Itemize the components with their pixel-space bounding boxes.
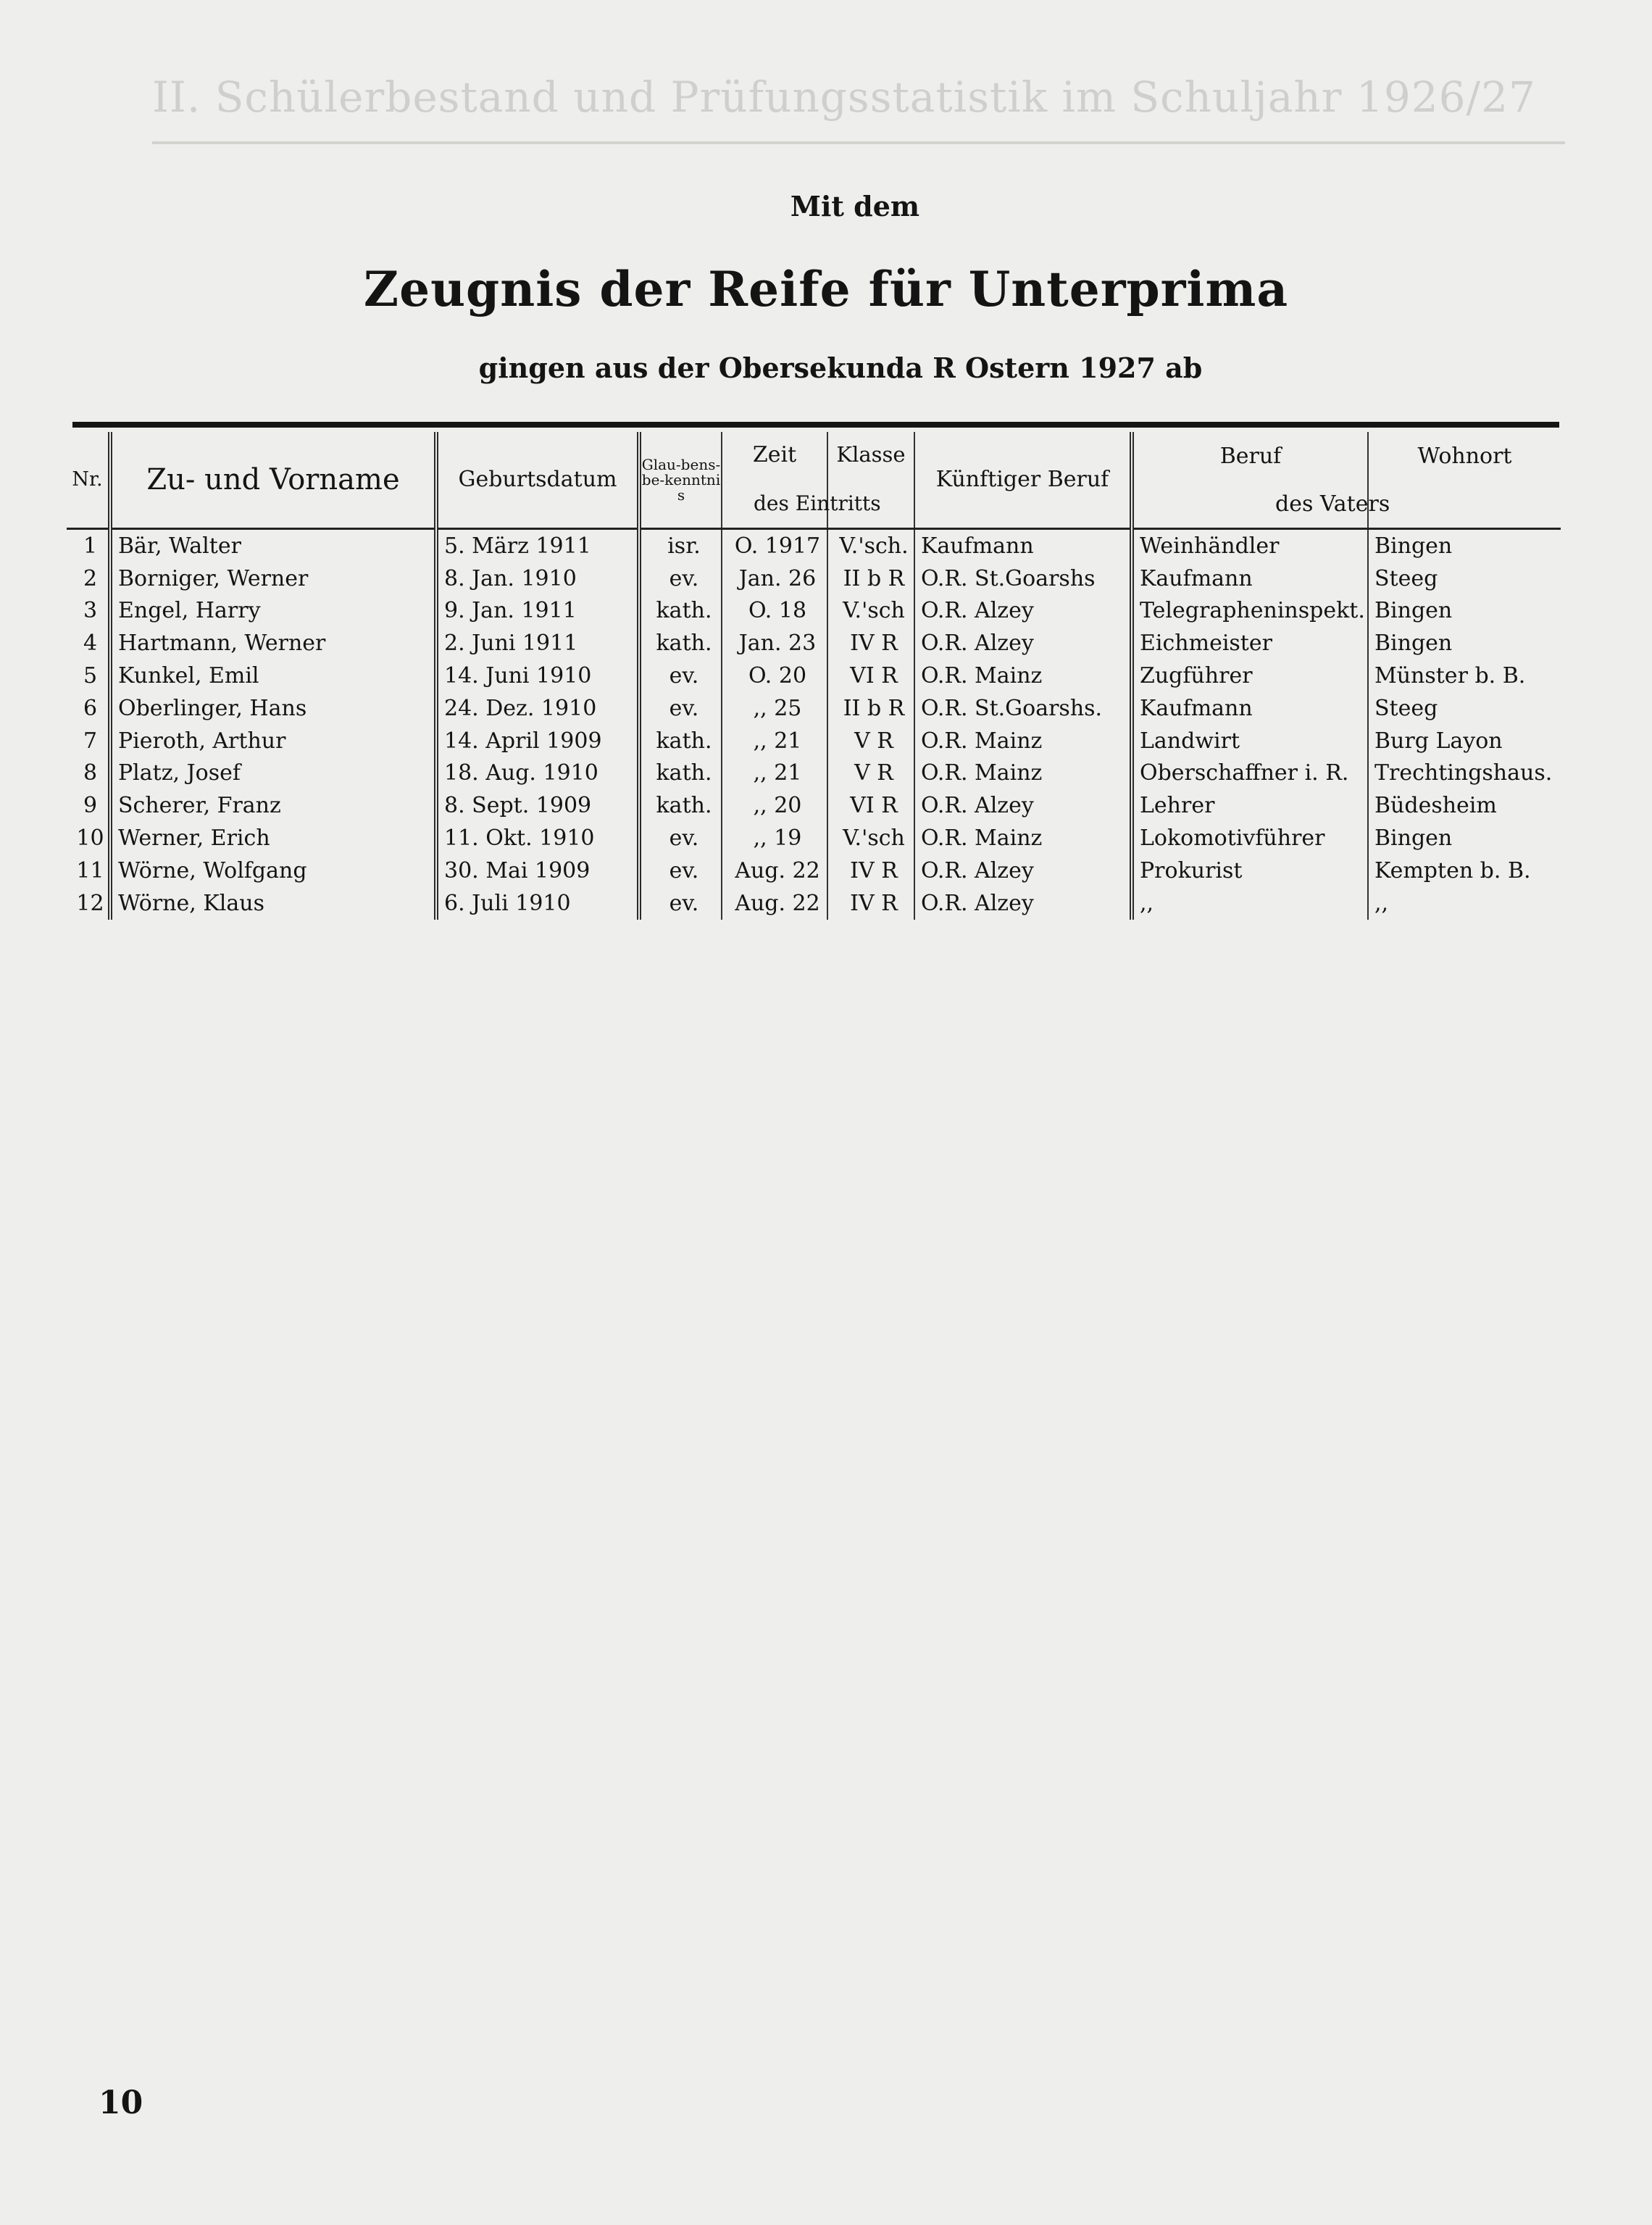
row-birth: 14. April 1909 [436, 725, 639, 757]
row-father-job: Lokomotivführer [1132, 822, 1368, 854]
row-confession: kath. [639, 627, 722, 660]
header-klasse: Klasse [827, 432, 914, 529]
row-zeit: Jan. 23 [722, 627, 827, 660]
header-residence: Wohnort [1368, 432, 1561, 529]
header-father-job: Beruf [1132, 432, 1368, 529]
header-career: Künftiger Beruf [914, 432, 1132, 529]
row-residence: ,, [1374, 890, 1389, 916]
row-confession: kath. [639, 725, 722, 757]
row-residence: Trechtingshaus. [1374, 760, 1553, 786]
row-father-job: Eichmeister [1132, 627, 1368, 660]
header-nr: Nr. [67, 432, 110, 529]
table-row [67, 887, 1561, 920]
row-career: O.R. Mainz [914, 822, 1132, 854]
header-name: Zu- und Vorname [110, 432, 436, 529]
row-nr: 12 [67, 887, 110, 920]
row-confession: kath. [639, 789, 722, 822]
row-residence: Steeg [1374, 695, 1438, 721]
header-zeit: Zeit [722, 432, 827, 529]
row-father-job: Zugführer [1132, 660, 1368, 692]
table-row [67, 529, 1561, 562]
row-career: O.R. Alzey [914, 854, 1132, 887]
row-birth: 11. Okt. 1910 [436, 822, 639, 854]
row-career: Kaufmann [914, 529, 1132, 562]
row-zeit: O. 18 [722, 595, 827, 628]
row-father-job: Lehrer [1132, 789, 1368, 822]
page-subtitle: gingen aus der Obersekunda R Ostern 1927 ab [478, 352, 1203, 384]
row-father-job: Weinhändler [1132, 529, 1368, 562]
row-father-job: Oberschaffner i. R. [1132, 757, 1368, 790]
row-nr: 2 [67, 562, 110, 595]
row-name: Scherer, Franz [110, 789, 436, 822]
header-des-eintritts: des Eintritts [754, 491, 881, 515]
row-zeit: ,, 20 [722, 789, 827, 822]
row-klasse: V.'sch. [827, 529, 914, 562]
row-klasse: II b R [827, 692, 914, 725]
row-father-job: Prokurist [1132, 854, 1368, 887]
row-name: Pieroth, Arthur [110, 725, 436, 757]
row-father-job: Landwirt [1132, 725, 1368, 757]
row-zeit: Aug. 22 [722, 854, 827, 887]
row-zeit: ,, 21 [722, 725, 827, 757]
table-row [67, 692, 1561, 725]
table-row [67, 757, 1561, 790]
row-nr: 8 [67, 757, 110, 790]
row-birth: 2. Juni 1911 [436, 627, 639, 660]
row-residence: Büdesheim [1374, 793, 1497, 819]
row-nr: 11 [67, 854, 110, 887]
row-birth: 5. März 1911 [436, 529, 639, 562]
row-nr: 10 [67, 822, 110, 854]
table-row [67, 854, 1561, 887]
row-residence: Bingen [1374, 533, 1453, 559]
table-row [67, 595, 1561, 628]
row-father-job: ,, [1132, 887, 1368, 920]
row-zeit: O. 20 [722, 660, 827, 692]
row-nr: 6 [67, 692, 110, 725]
row-name: Wörne, Wolfgang [110, 854, 436, 887]
row-career: O.R. St.Goarshs [914, 562, 1132, 595]
row-nr: 9 [67, 789, 110, 822]
row-career: O.R. Mainz [914, 660, 1132, 692]
row-zeit: ,, 19 [722, 822, 827, 854]
row-residence: Bingen [1374, 825, 1453, 852]
row-career: O.R. Alzey [914, 789, 1132, 822]
row-father-job: Kaufmann [1132, 562, 1368, 595]
row-nr: 1 [67, 529, 110, 562]
row-klasse: IV R [827, 887, 914, 920]
show-through-rule [152, 141, 1565, 144]
row-father-job: Kaufmann [1132, 692, 1368, 725]
row-klasse: IV R [827, 627, 914, 660]
row-confession: ev. [639, 887, 722, 920]
intro-text: Mit dem [790, 190, 920, 222]
row-klasse: IV R [827, 854, 914, 887]
top-rule [72, 422, 1559, 428]
row-zeit: Aug. 22 [722, 887, 827, 920]
row-klasse: V R [827, 757, 914, 790]
row-father-job: Telegrapheninspekt. [1132, 595, 1368, 628]
table-row [67, 822, 1561, 854]
row-birth: 8. Jan. 1910 [436, 562, 639, 595]
row-career: O.R. Alzey [914, 627, 1132, 660]
row-residence: Bingen [1374, 631, 1453, 657]
row-confession: ev. [639, 854, 722, 887]
row-klasse: II b R [827, 562, 914, 595]
row-klasse: VI R [827, 660, 914, 692]
row-career: O.R. Alzey [914, 595, 1132, 628]
row-residence: Kempten b. B. [1374, 857, 1531, 883]
row-birth: 24. Dez. 1910 [436, 692, 639, 725]
row-klasse: VI R [827, 789, 914, 822]
row-zeit: ,, 21 [722, 757, 827, 790]
row-nr: 4 [67, 627, 110, 660]
row-birth: 6. Juli 1910 [436, 887, 639, 920]
row-zeit: ,, 25 [722, 692, 827, 725]
table-row [67, 660, 1561, 692]
row-name: Bär, Walter [110, 529, 436, 562]
row-klasse: V.'sch [827, 595, 914, 628]
row-zeit: Jan. 26 [722, 562, 827, 595]
table-row [67, 789, 1561, 822]
row-confession: ev. [639, 660, 722, 692]
row-klasse: V.'sch [827, 822, 914, 854]
page-number: 10 [99, 2084, 143, 2121]
row-name: Borniger, Werner [110, 562, 436, 595]
row-name: Kunkel, Emil [110, 660, 436, 692]
row-career: O.R. Mainz [914, 725, 1132, 757]
page-title: Zeugnis der Reife für Unterprima [363, 261, 1289, 317]
header-confession: Glau-bens-be-kenntnis [639, 432, 722, 529]
row-name: Hartmann, Werner [110, 627, 436, 660]
row-birth: 18. Aug. 1910 [436, 757, 639, 790]
row-career: O.R. Mainz [914, 757, 1132, 790]
row-confession: isr. [639, 529, 722, 562]
row-confession: kath. [639, 595, 722, 628]
row-confession: kath. [639, 757, 722, 790]
row-residence: Bingen [1374, 598, 1453, 624]
row-residence: Burg Layon [1374, 728, 1503, 754]
row-birth: 9. Jan. 1911 [436, 595, 639, 628]
header-birth: Geburtsdatum [436, 432, 639, 529]
row-residence: Münster b. B. [1374, 663, 1526, 689]
row-confession: ev. [639, 562, 722, 595]
row-residence: Steeg [1374, 565, 1438, 591]
table-row [67, 725, 1561, 757]
header-des-vaters: des Vaters [1275, 491, 1390, 517]
row-nr: 3 [67, 595, 110, 628]
row-name: Engel, Harry [110, 595, 436, 628]
row-name: Werner, Erich [110, 822, 436, 854]
row-career: O.R. St.Goarshs. [914, 692, 1132, 725]
row-name: Platz, Josef [110, 757, 436, 790]
table-row [67, 627, 1561, 660]
table-row [67, 562, 1561, 595]
row-career: O.R. Alzey [914, 887, 1132, 920]
row-confession: ev. [639, 822, 722, 854]
row-klasse: V R [827, 725, 914, 757]
row-name: Wörne, Klaus [110, 887, 436, 920]
row-birth: 14. Juni 1910 [436, 660, 639, 692]
row-nr: 5 [67, 660, 110, 692]
row-birth: 30. Mai 1909 [436, 854, 639, 887]
row-zeit: O. 1917 [722, 529, 827, 562]
row-confession: ev. [639, 692, 722, 725]
row-nr: 7 [67, 725, 110, 757]
row-birth: 8. Sept. 1909 [436, 789, 639, 822]
show-through-heading: II. Schülerbestand und Prüfungsstatistik im Schuljahr 1926/27 [152, 72, 1536, 122]
row-name: Oberlinger, Hans [110, 692, 436, 725]
